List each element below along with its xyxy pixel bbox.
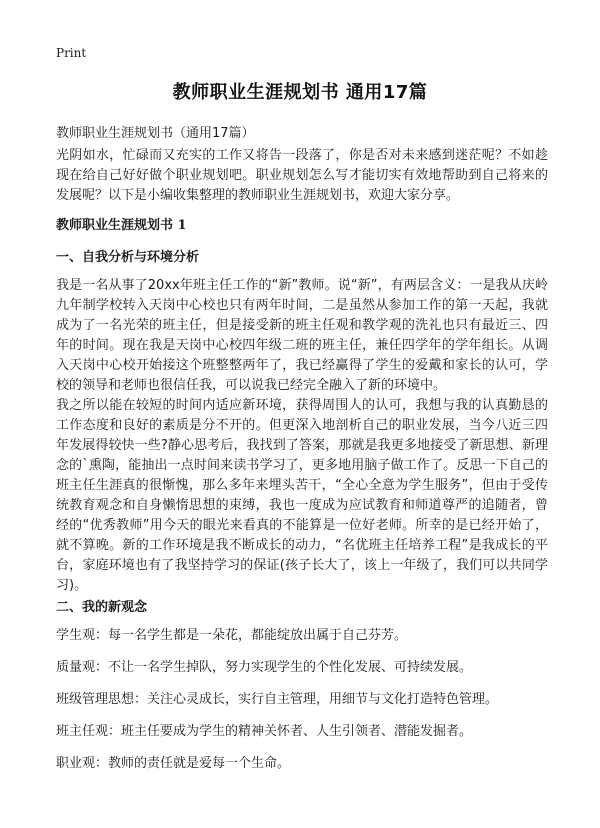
subsection-heading-concepts: 二、我的新观念 [56, 600, 148, 615]
analysis-paragraph-2: 我之所以能在较短的时间内适应新环境，获得周围人的认可，我想与我的认真勤恳的工作态度和良好的素质是分不开的。但更深入地剖析自己的职业发展，当今八近三四年发展得较快一些?静心思考后，我找到了答案，那就是我更多地接受了新思想、新理念的`熏陶，能抽出一点时间来读书学习了，更多地用脑子做工作了。反思一下自己的班主任生涯真的很惭愧，那么多年来埋头苦干，“全心全意为学生服务”，但由于受传统教育观念和自身懒惰思想的束缚，我也一度成为应试教育和师道尊严的追随者，曾经的“优秀教师”用今天的眼光来看真的不能算是一位好老师。所幸的是已经开始了，就不算晚。新的工作环境是我不断成长的动力，“名优班主任培养工程”是我成长的平台，家庭环境也有了我坚持学习的保证(孩子长大了，该上一年级了，我们可以共同学习)。 [56, 398, 548, 593]
print-label[interactable]: Print [56, 46, 87, 60]
concept-headteacher-view: 班主任观：班主任要成为学生的精神关怀者、人生引领者、潜能发掘者。 [56, 724, 473, 739]
concept-career-view: 职业观：教师的责任就是爱每一个生命。 [56, 756, 291, 771]
subsection-heading-analysis: 一、自我分析与环境分析 [56, 250, 200, 265]
document-subtitle: 教师职业生涯规划书（通用17篇） [56, 126, 255, 141]
concept-quality-view: 质量观：不让一名学生掉队，努力实现学生的个性化发展、可持续发展。 [56, 660, 473, 675]
concept-student-view: 学生观：每一名学生都是一朵花，都能绽放出属于自己芬芳。 [56, 628, 408, 643]
intro-paragraph: 光阴如水，忙碌而又充实的工作又将告一段落了，你是否对未来感到迷茫呢？不如趁现在给自己好好做个职业规划吧。职业规划怎么写才能切实有效地帮助到自己将来的发展呢？以下是小编收集整理的教师职业生涯规划书，欢迎大家分享。 [56, 148, 548, 203]
concept-class-management: 班级管理思想：关注心灵成长，实行自主管理，用细节与文化打造特色管理。 [56, 692, 499, 707]
page-title: 教师职业生涯规划书 通用17篇 [172, 82, 428, 103]
analysis-paragraph-1: 我是一名从事了20xx年班主任工作的“新”教师。说“新”，有两层含义：一是我从庆岭九年制学校转入天岗中心校也只有两年时间，二是虽然从参加工作的第一天起，我就成为了一名光荣的班主任，但是接受新的班主任观和教学观的洗礼也只有最近三、四年的时间。现在我是天岗中心校四年级二班的班主任，兼任四学年的学年组长。从调入天岗中心校开始接这个班整整两年了，我已经赢得了学生的爱戴和家长的认可，学校的领导和老师也很信任我，可以说我已经完全融入了新的环境中。 [56, 278, 548, 393]
section-heading: 教师职业生涯规划书 1 [56, 218, 187, 233]
